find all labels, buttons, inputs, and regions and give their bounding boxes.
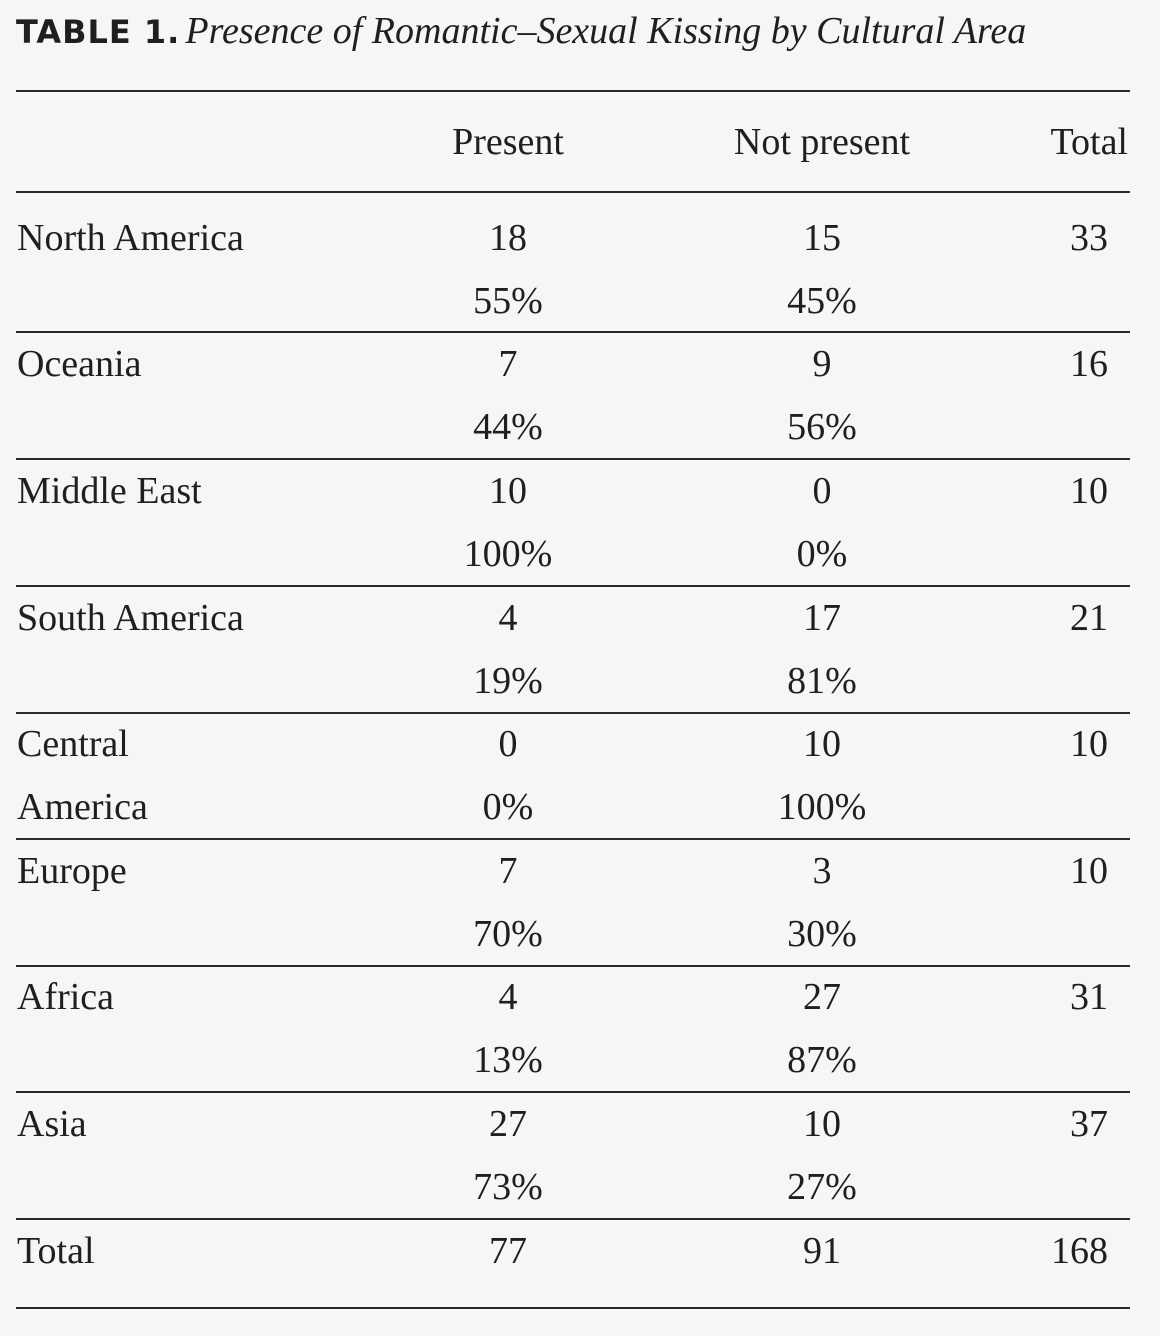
- totals-label: Total: [17, 1230, 95, 1272]
- row-divider: [16, 965, 1130, 967]
- table-label: TABLE 1.: [16, 13, 181, 51]
- row-area-name-cont: America: [17, 786, 148, 828]
- row-present-count: 18: [489, 217, 527, 259]
- row-area-name: Middle East: [17, 470, 202, 512]
- row-present-count: 27: [489, 1103, 527, 1145]
- row-total: 37: [1070, 1103, 1108, 1145]
- row-total: 10: [1070, 723, 1108, 765]
- header-not-present: Not present: [733, 121, 911, 163]
- row-present-count: 7: [498, 343, 518, 385]
- row-divider: [16, 838, 1130, 840]
- row-not-present-count: 3: [812, 850, 832, 892]
- row-present-count: 10: [489, 470, 527, 512]
- row-not-present-percent: 100%: [777, 786, 867, 828]
- row-present-percent: 13%: [473, 1039, 543, 1081]
- row-not-present-count: 10: [803, 723, 841, 765]
- header-rule: [16, 191, 1130, 193]
- row-area-name: Africa: [17, 976, 115, 1018]
- row-present-percent: 70%: [473, 913, 543, 955]
- table-caption: [16, 6, 1146, 56]
- row-divider: [16, 458, 1130, 460]
- row-divider: [16, 585, 1130, 587]
- row-not-present-count: 17: [803, 597, 841, 639]
- row-divider: [16, 712, 1130, 714]
- row-not-present-percent: 81%: [787, 660, 857, 702]
- row-present-count: 0: [498, 723, 518, 765]
- row-present-count: 4: [498, 976, 518, 1018]
- row-divider: [16, 1218, 1130, 1220]
- row-not-present-percent: 45%: [787, 280, 857, 322]
- row-total: 33: [1070, 217, 1108, 259]
- row-present-percent: 73%: [473, 1166, 543, 1208]
- row-not-present-percent: 30%: [787, 913, 857, 955]
- row-present-count: 4: [498, 597, 518, 639]
- row-area-name: Oceania: [17, 343, 142, 385]
- row-total: 10: [1070, 850, 1108, 892]
- row-not-present-percent: 0%: [796, 533, 848, 575]
- totals-total: 168: [1051, 1230, 1108, 1272]
- row-area-name: South America: [17, 597, 244, 639]
- row-not-present-count: 9: [812, 343, 832, 385]
- header-present: Present: [452, 121, 564, 163]
- row-total: 10: [1070, 470, 1108, 512]
- table-title: Presence of Romantic–Sexual Kissing by Cultural Area: [185, 10, 1027, 52]
- row-not-present-count: 27: [803, 976, 841, 1018]
- header-total: Total: [1050, 121, 1128, 163]
- row-not-present-count: 10: [803, 1103, 841, 1145]
- row-present-count: 7: [498, 850, 518, 892]
- row-total: 16: [1070, 343, 1108, 385]
- bottom-rule: [16, 1307, 1130, 1309]
- row-present-percent: 19%: [473, 660, 543, 702]
- row-not-present-count: 15: [803, 217, 841, 259]
- row-area-name: Central: [17, 723, 129, 765]
- row-present-percent: 55%: [473, 280, 543, 322]
- row-present-percent: 100%: [463, 533, 553, 575]
- row-not-present-percent: 56%: [787, 406, 857, 448]
- totals-present: 77: [489, 1230, 527, 1272]
- row-divider: [16, 331, 1130, 333]
- row-not-present-count: 0: [812, 470, 832, 512]
- row-present-percent: 44%: [473, 406, 543, 448]
- row-area-name: North America: [17, 217, 244, 259]
- top-rule: [16, 90, 1130, 92]
- row-divider: [16, 1091, 1130, 1093]
- totals-not-present: 91: [803, 1230, 841, 1272]
- row-total: 21: [1070, 597, 1108, 639]
- row-not-present-percent: 27%: [787, 1166, 857, 1208]
- row-not-present-percent: 87%: [787, 1039, 857, 1081]
- row-total: 31: [1070, 976, 1108, 1018]
- row-present-percent: 0%: [482, 786, 534, 828]
- row-area-name: Asia: [17, 1103, 87, 1145]
- row-area-name: Europe: [17, 850, 127, 892]
